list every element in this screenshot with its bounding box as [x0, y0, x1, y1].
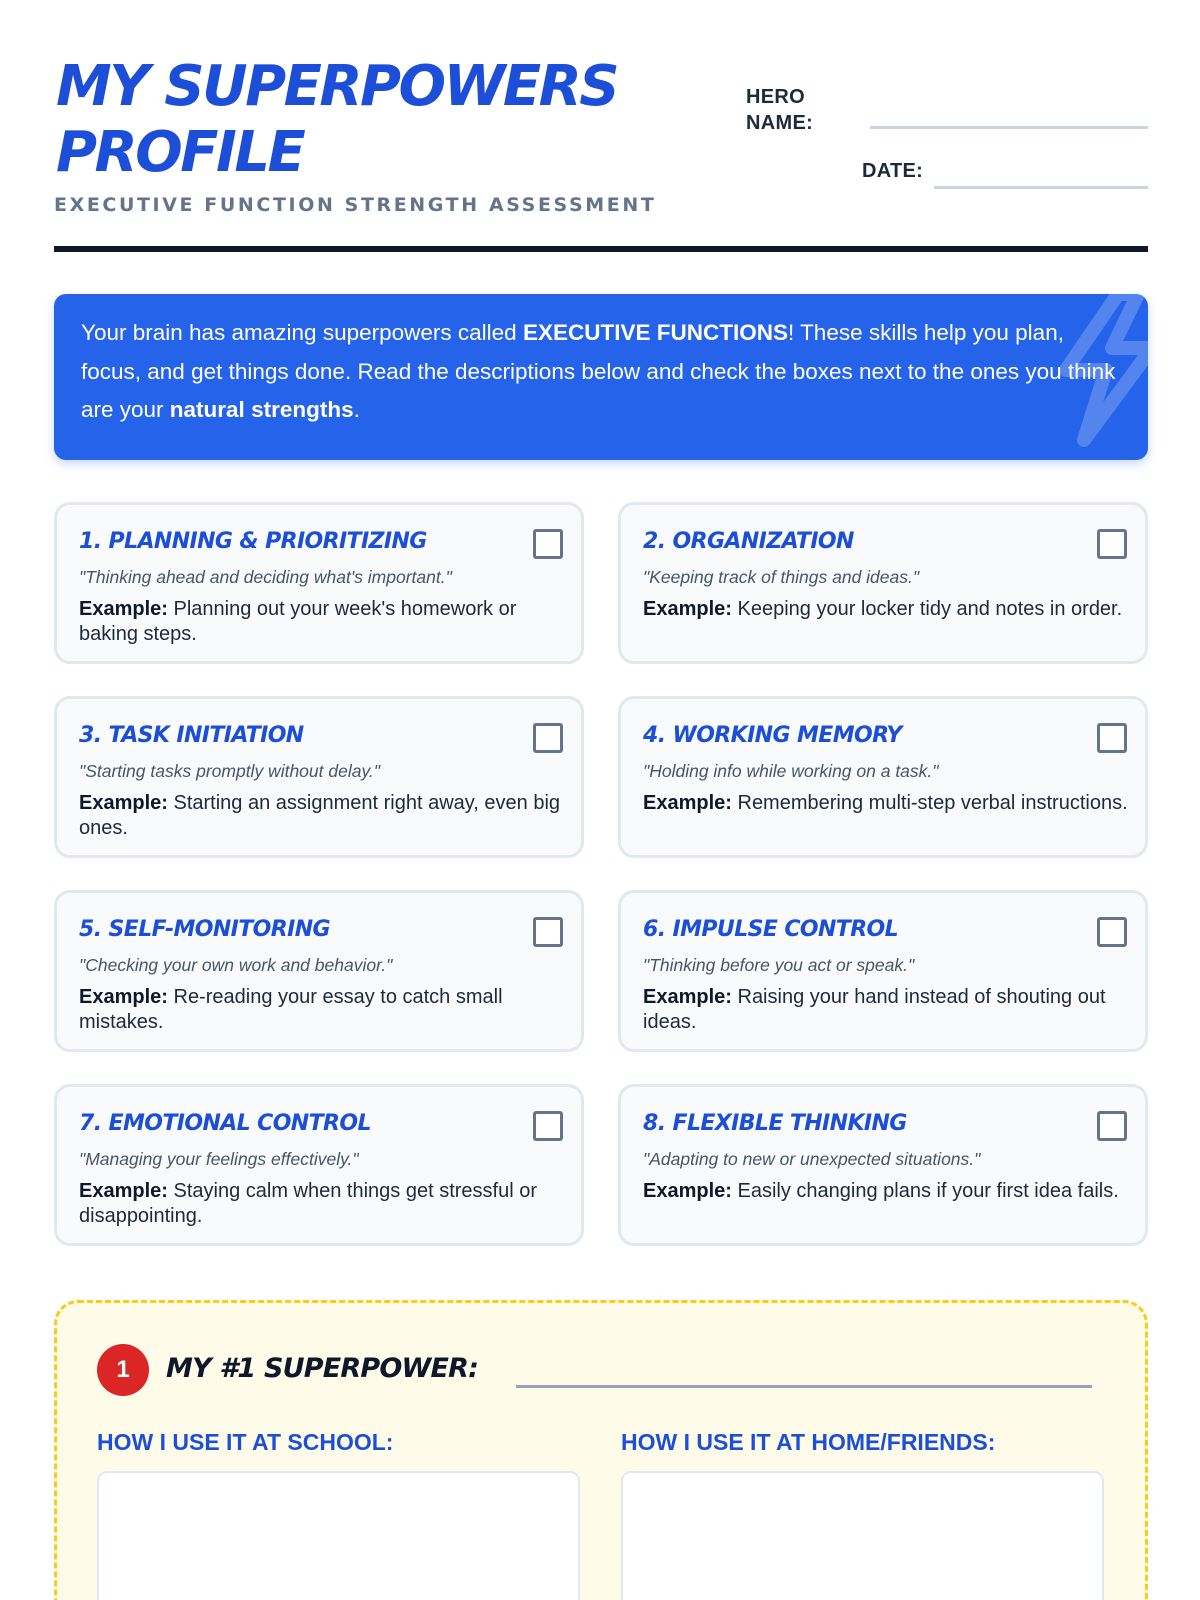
card-quote: "Checking your own work and behavior.": [79, 955, 393, 975]
date-field[interactable]: [934, 186, 1148, 189]
card-planning-prioritizing: [54, 502, 584, 664]
card-title: 4. WORKING MEMORY: [643, 723, 902, 748]
card-quote: "Starting tasks promptly without delay.": [79, 761, 380, 781]
card-example: Example: Re-reading your essay to catch small mistakes.: [79, 986, 503, 1033]
header-divider: [54, 246, 1148, 252]
card-title: 2. ORGANIZATION: [643, 529, 854, 554]
strength-checkbox[interactable]: [533, 723, 563, 753]
strength-checkbox[interactable]: [533, 529, 563, 559]
intro-text: Your brain has amazing superpowers called EXECUTIVE FUNCTIONS! These skills help you plan, focus, and get things done. Read the descriptions below and check the boxes next to the ones you think are your natural strengths.: [81, 320, 1116, 422]
strength-checkbox[interactable]: [533, 1111, 563, 1141]
card-quote: "Thinking ahead and deciding what's important.": [79, 567, 452, 587]
home-use-textarea[interactable]: [621, 1471, 1104, 1600]
card-quote: "Managing your feelings effectively.": [79, 1149, 359, 1169]
page-title: MY SUPERPOWERS PROFILE: [56, 54, 618, 185]
card-organization: [618, 502, 1148, 664]
school-use-label: HOW I USE IT AT SCHOOL:: [97, 1429, 394, 1455]
intro-banner: [54, 294, 1148, 460]
strength-checkbox[interactable]: [1097, 529, 1127, 559]
card-quote: "Adapting to new or unexpected situations.": [643, 1149, 981, 1169]
card-quote: "Holding info while working on a task.": [643, 761, 939, 781]
card-impulse-control: [618, 890, 1148, 1052]
strength-checkbox[interactable]: [533, 917, 563, 947]
card-example: Example: Keeping your locker tidy and notes in order.: [643, 598, 1123, 620]
card-title: 6. IMPULSE CONTROL: [643, 917, 899, 942]
strength-checkbox[interactable]: [1097, 917, 1127, 947]
card-title: 1. PLANNING & PRIORITIZING: [79, 529, 427, 554]
card-quote: "Keeping track of things and ideas.": [643, 567, 920, 587]
superpower-section: [54, 1300, 1148, 1600]
card-example: Example: Easily changing plans if your first idea fails.: [643, 1180, 1119, 1202]
card-example: Example: Starting an assignment right away, even big ones.: [79, 792, 561, 839]
number-badge: 1: [97, 1344, 149, 1396]
card-working-memory: [618, 696, 1148, 858]
page-subtitle: EXECUTIVE FUNCTION STRENGTH ASSESSMENT: [54, 194, 657, 216]
card-title: 7. EMOTIONAL CONTROL: [79, 1111, 371, 1136]
card-example: Example: Remembering multi-step verbal instructions.: [643, 792, 1128, 814]
card-task-initiation: [54, 696, 584, 858]
card-emotional-control: [54, 1084, 584, 1246]
date-label: DATE:: [862, 160, 924, 182]
card-example: Example: Planning out your week's homework or baking steps.: [79, 598, 517, 645]
card-self-monitoring: [54, 890, 584, 1052]
intro-highlight-executive-functions: EXECUTIVE FUNCTIONS: [522, 320, 788, 345]
strength-checkbox[interactable]: [1097, 1111, 1127, 1141]
worksheet-page: [54, 0, 1148, 1600]
card-example: Example: Staying calm when things get stressful or disappointing.: [79, 1180, 537, 1227]
hero-name-field[interactable]: [870, 126, 1148, 129]
intro-highlight-natural-strengths: natural strengths: [169, 397, 354, 422]
card-quote: "Thinking before you act or speak.": [643, 955, 915, 975]
card-title: 5. SELF-MONITORING: [79, 917, 330, 942]
card-title: 3. TASK INITIATION: [79, 723, 304, 748]
strength-checkbox[interactable]: [1097, 723, 1127, 753]
superpower-answer-field[interactable]: [516, 1385, 1092, 1388]
home-use-label: HOW I USE IT AT HOME/FRIENDS:: [621, 1429, 996, 1455]
superpower-title: MY #1 SUPERPOWER:: [166, 1353, 479, 1384]
card-title: 8. FLEXIBLE THINKING: [643, 1111, 907, 1136]
card-flexible-thinking: [618, 1084, 1148, 1246]
school-use-textarea[interactable]: [97, 1471, 580, 1600]
card-example: Example: Raising your hand instead of shouting out ideas.: [643, 986, 1106, 1033]
hero-name-label: HERO NAME:: [746, 86, 814, 134]
